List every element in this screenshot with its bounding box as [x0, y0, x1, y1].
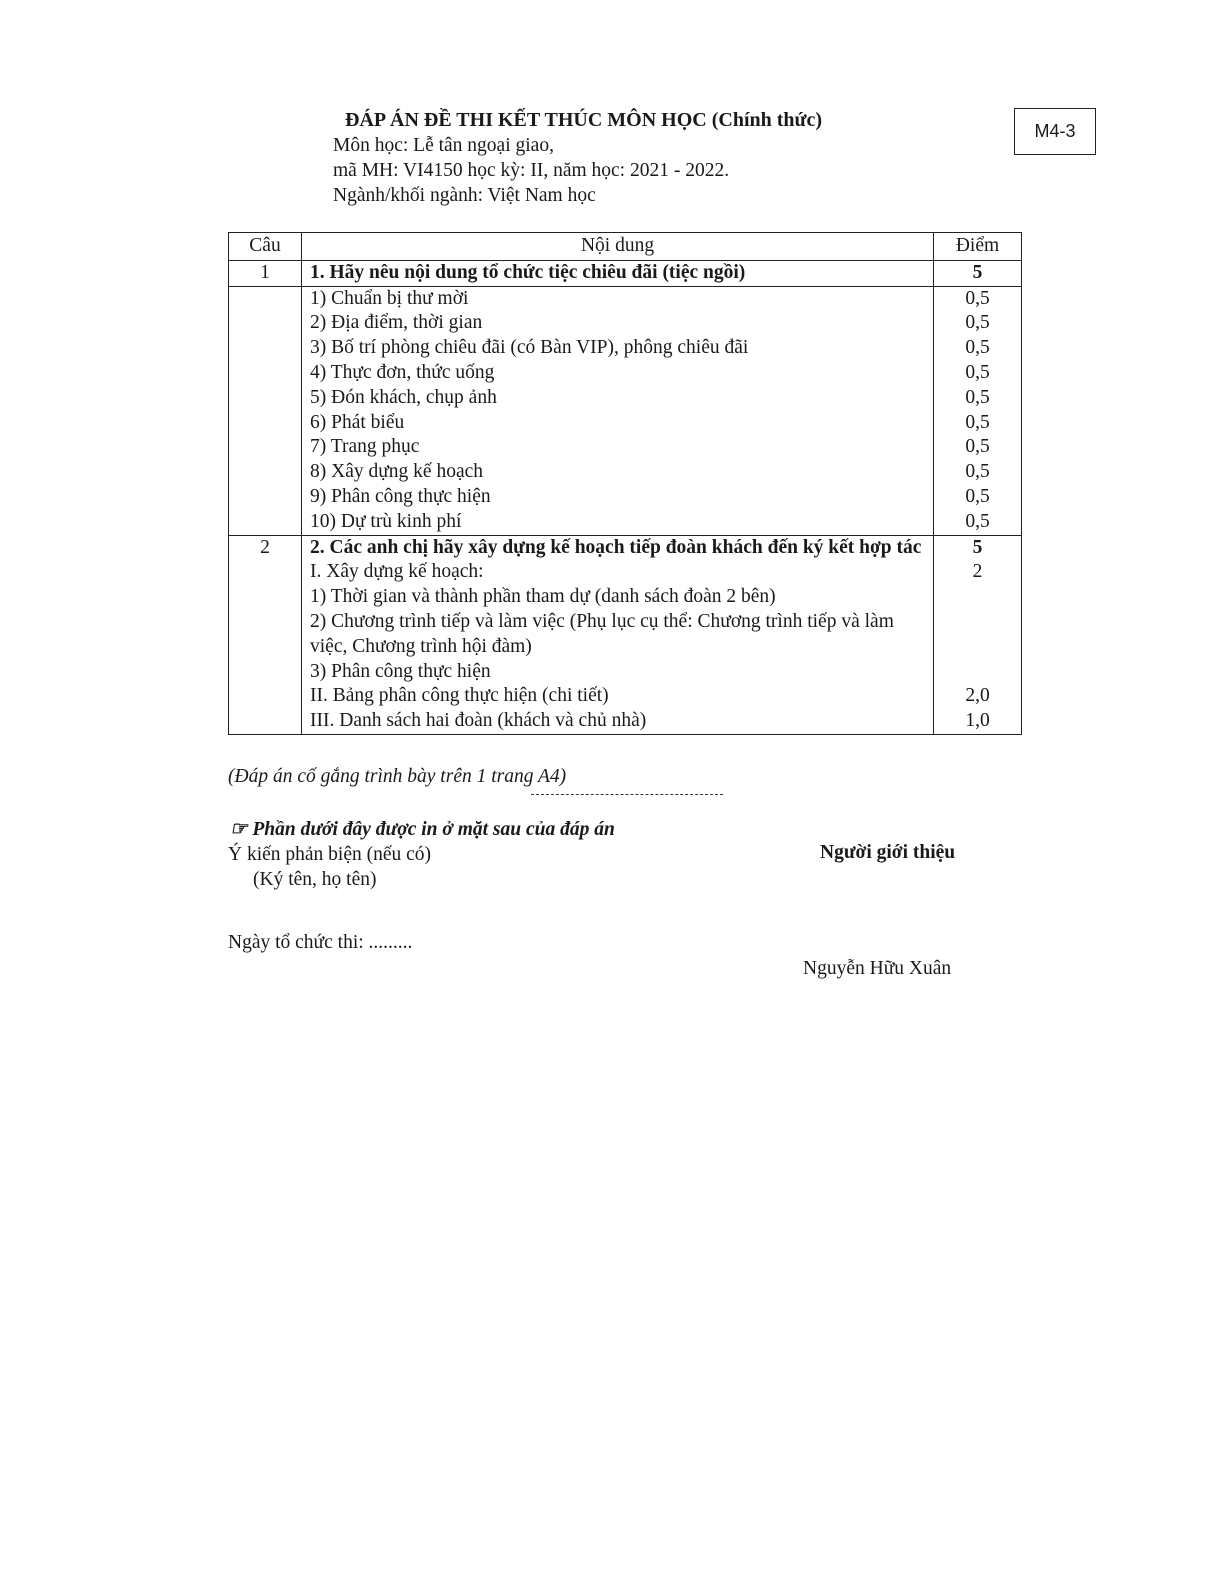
course-info-line: mã MH: VI4150 học kỳ: II, năm học: 2021 - 2022. [333, 160, 730, 181]
table-row [229, 709, 1022, 734]
item-text: 2) Chương trình tiếp và làm việc (Phụ lục cụ thể: Chương trình tiếp và làm việc, Chương trình hội đàm) [302, 610, 934, 660]
item-points: 0,5 [934, 311, 1022, 336]
table-row [229, 311, 1022, 336]
item-points: 0,5 [934, 286, 1022, 311]
item-text: I. Xây dựng kế hoạch: [302, 560, 934, 585]
item-points: 0,5 [934, 361, 1022, 386]
item-points [934, 660, 1022, 685]
question-number: 2 [229, 535, 302, 560]
item-text: 2) Địa điểm, thời gian [302, 311, 934, 336]
item-text: 1) Thời gian và thành phần tham dự (danh sách đoàn 2 bên) [302, 585, 934, 610]
question-points: 5 [934, 535, 1022, 560]
subject-line: Môn học: Lễ tân ngoại giao, [333, 135, 554, 156]
item-text: 10) Dự trù kinh phí [302, 510, 934, 535]
signer-name: Nguyễn Hữu Xuân [803, 958, 952, 979]
exam-code-box: M4-3 [1014, 108, 1096, 155]
header-question: Câu [229, 233, 302, 261]
table-header-row [229, 233, 1022, 261]
table-row [229, 411, 1022, 436]
item-text: 4) Thực đơn, thức uống [302, 361, 934, 386]
item-text: 3) Phân công thực hiện [302, 660, 934, 685]
item-points [934, 610, 1022, 660]
item-text: III. Danh sách hai đoàn (khách và chủ nhà) [302, 709, 934, 734]
review-label: Ý kiến phản biện (nếu có) [228, 844, 432, 865]
table-row [229, 510, 1022, 535]
table-row [229, 336, 1022, 361]
table-row [229, 560, 1022, 585]
item-points: 0,5 [934, 435, 1022, 460]
item-text: 9) Phân công thực hiện [302, 485, 934, 510]
table-row [229, 585, 1022, 610]
item-text: 3) Bố trí phòng chiêu đãi (có Bàn VIP), phông chiêu đãi [302, 336, 934, 361]
item-text: 1) Chuẩn bị thư mời [302, 286, 934, 311]
table-row [229, 610, 1022, 660]
item-text: 5) Đón khách, chụp ảnh [302, 386, 934, 411]
table-row [229, 286, 1022, 311]
exam-date: Ngày tổ chức thi: ......... [228, 932, 413, 953]
document-title: ĐÁP ÁN ĐỀ THI KẾT THÚC MÔN HỌC (Chính thức) [345, 109, 823, 131]
item-points: 2,0 [934, 684, 1022, 709]
review-sign-hint: (Ký tên, họ tên) [253, 869, 377, 890]
divider-dashes [531, 794, 723, 795]
major-line: Ngành/khối ngành: Việt Nam học [333, 185, 596, 206]
table-row [229, 361, 1022, 386]
layout-note: (Đáp án cố gắng trình bày trên 1 trang A4) [228, 766, 567, 787]
item-points [934, 585, 1022, 610]
item-text: 7) Trang phục [302, 435, 934, 460]
table-row [229, 485, 1022, 510]
question-title: 2. Các anh chị hãy xây dựng kế hoạch tiếp đoàn khách đến ký kết hợp tác [302, 535, 934, 560]
item-points: 0,5 [934, 485, 1022, 510]
item-points: 2 [934, 560, 1022, 585]
answer-table [228, 232, 1022, 735]
item-points: 0,5 [934, 510, 1022, 535]
review-block [228, 842, 431, 892]
question-1-title-row [229, 260, 1022, 286]
item-points: 0,5 [934, 411, 1022, 436]
header-points: Điểm [934, 233, 1022, 261]
table-row [229, 386, 1022, 411]
item-points: 0,5 [934, 386, 1022, 411]
item-points: 0,5 [934, 460, 1022, 485]
item-points: 1,0 [934, 709, 1022, 734]
table-row [229, 435, 1022, 460]
table-row [229, 460, 1022, 485]
header-content: Nội dung [302, 233, 934, 261]
question-2-title-row [229, 535, 1022, 560]
table-row [229, 684, 1022, 709]
question-title: 1. Hãy nêu nội dung tổ chức tiệc chiêu đãi (tiệc ngồi) [302, 260, 934, 286]
item-text: 8) Xây dựng kế hoạch [302, 460, 934, 485]
item-points: 0,5 [934, 336, 1022, 361]
document-header [333, 108, 822, 208]
item-text: II. Bảng phân công thực hiện (chi tiết) [302, 684, 934, 709]
item-text: 6) Phát biểu [302, 411, 934, 436]
question-number: 1 [229, 260, 302, 286]
print-note: ☞ Phần dưới đây được in ở mặt sau của đáp án [230, 819, 615, 840]
presenter-label: Người giới thiệu [820, 842, 956, 863]
question-points: 5 [934, 260, 1022, 286]
table-row [229, 660, 1022, 685]
